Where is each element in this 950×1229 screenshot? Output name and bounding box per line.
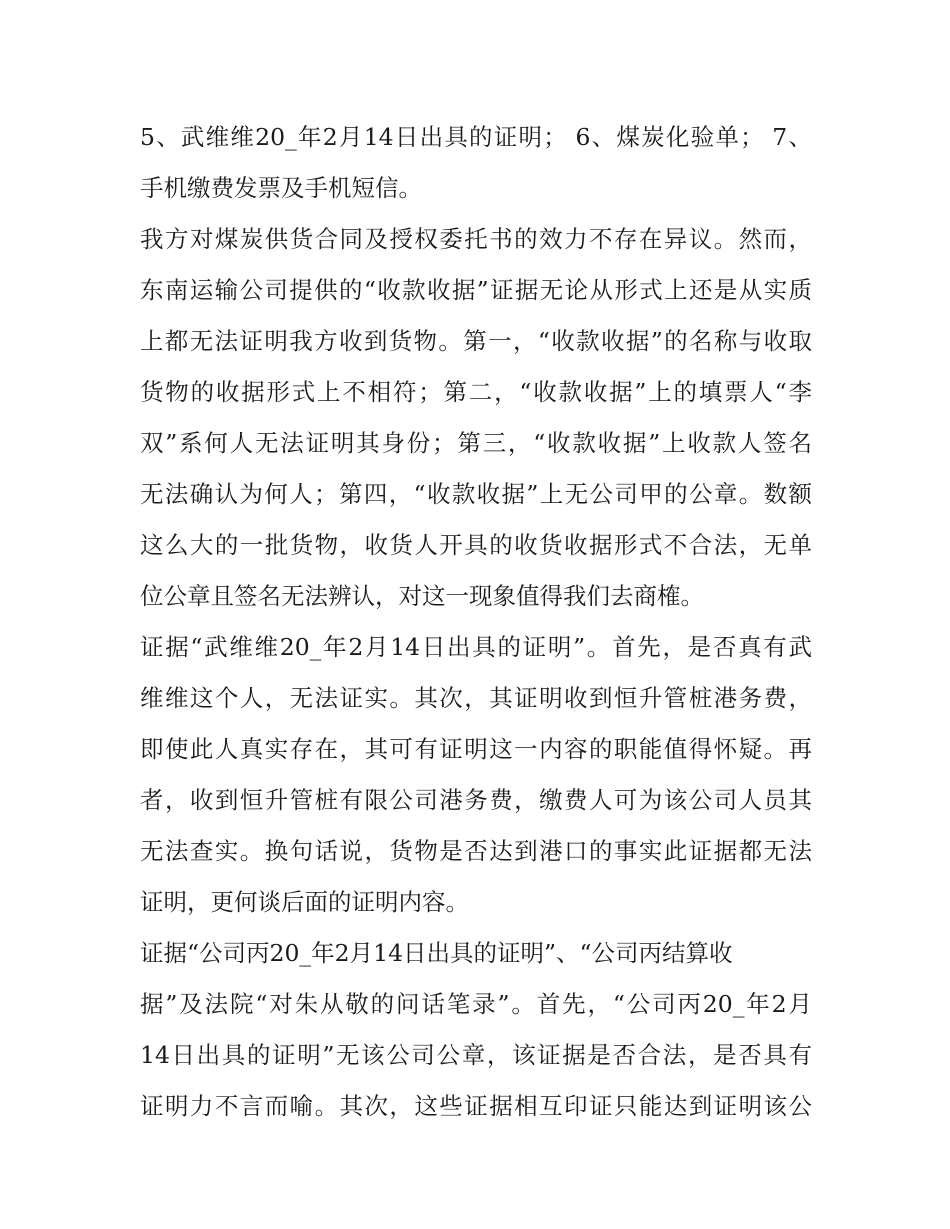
document-body [140, 112, 812, 1132]
text-line: 东南运输公司提供的“收款收据”证据无论从形式上还是从实质 [140, 276, 812, 304]
text-line: 证据“武维维20_年2月14日出具的证明”。首先，是否真有武 [140, 633, 812, 661]
text-line: 无法查实。换句话说，货物是否达到港口的事实此证据都无法 [140, 837, 812, 865]
text-line: 手机缴费发票及手机短信。 [140, 174, 422, 202]
text-line: 5、武维维20_年2月14日出具的证明； 6、煤炭化验单； 7、 [140, 123, 812, 151]
text-line: 我方对煤炭供货合同及授权委托书的效力不存在异议。然而， [140, 225, 812, 253]
text-line: 位公章且签名无法辨认，对这一现象值得我们去商榷。 [140, 582, 704, 610]
text-line: 14日出具的证明”无该公司公章，该证据是否合法，是否具有 [140, 1041, 812, 1069]
text-line: 无法确认为何人；第四，“收款收据”上无公司甲的公章。数额 [140, 480, 812, 508]
text-line: 据”及法院“对朱从敬的问话笔录”。首先，“公司丙20_年2月 [140, 990, 812, 1018]
text-line: 证据“公司丙20_年2月14日出具的证明”、“公司丙结算收 [140, 939, 733, 967]
text-line: 双”系何人无法证明其身份；第三，“收款收据”上收款人签名 [140, 429, 812, 457]
text-line: 上都无法证明我方收到货物。第一，“收款收据”的名称与收取 [140, 327, 812, 355]
text-line: 即使此人真实存在，其可有证明这一内容的职能值得怀疑。再 [140, 735, 812, 763]
text-line: 证明力不言而喻。其次，这些证据相互印证只能达到证明该公 [140, 1092, 812, 1120]
text-line: 证明，更何谈后面的证明内容。 [140, 888, 469, 916]
text-line: 维维这个人，无法证实。其次，其证明收到恒升管桩港务费， [140, 684, 812, 712]
text-line: 者，收到恒升管桩有限公司港务费，缴费人可为该公司人员其 [140, 786, 812, 814]
text-line: 货物的收据形式上不相符；第二，“收款收据”上的填票人“李 [140, 378, 812, 406]
text-line: 这么大的一批货物，收货人开具的收货收据形式不合法，无单 [140, 531, 812, 559]
